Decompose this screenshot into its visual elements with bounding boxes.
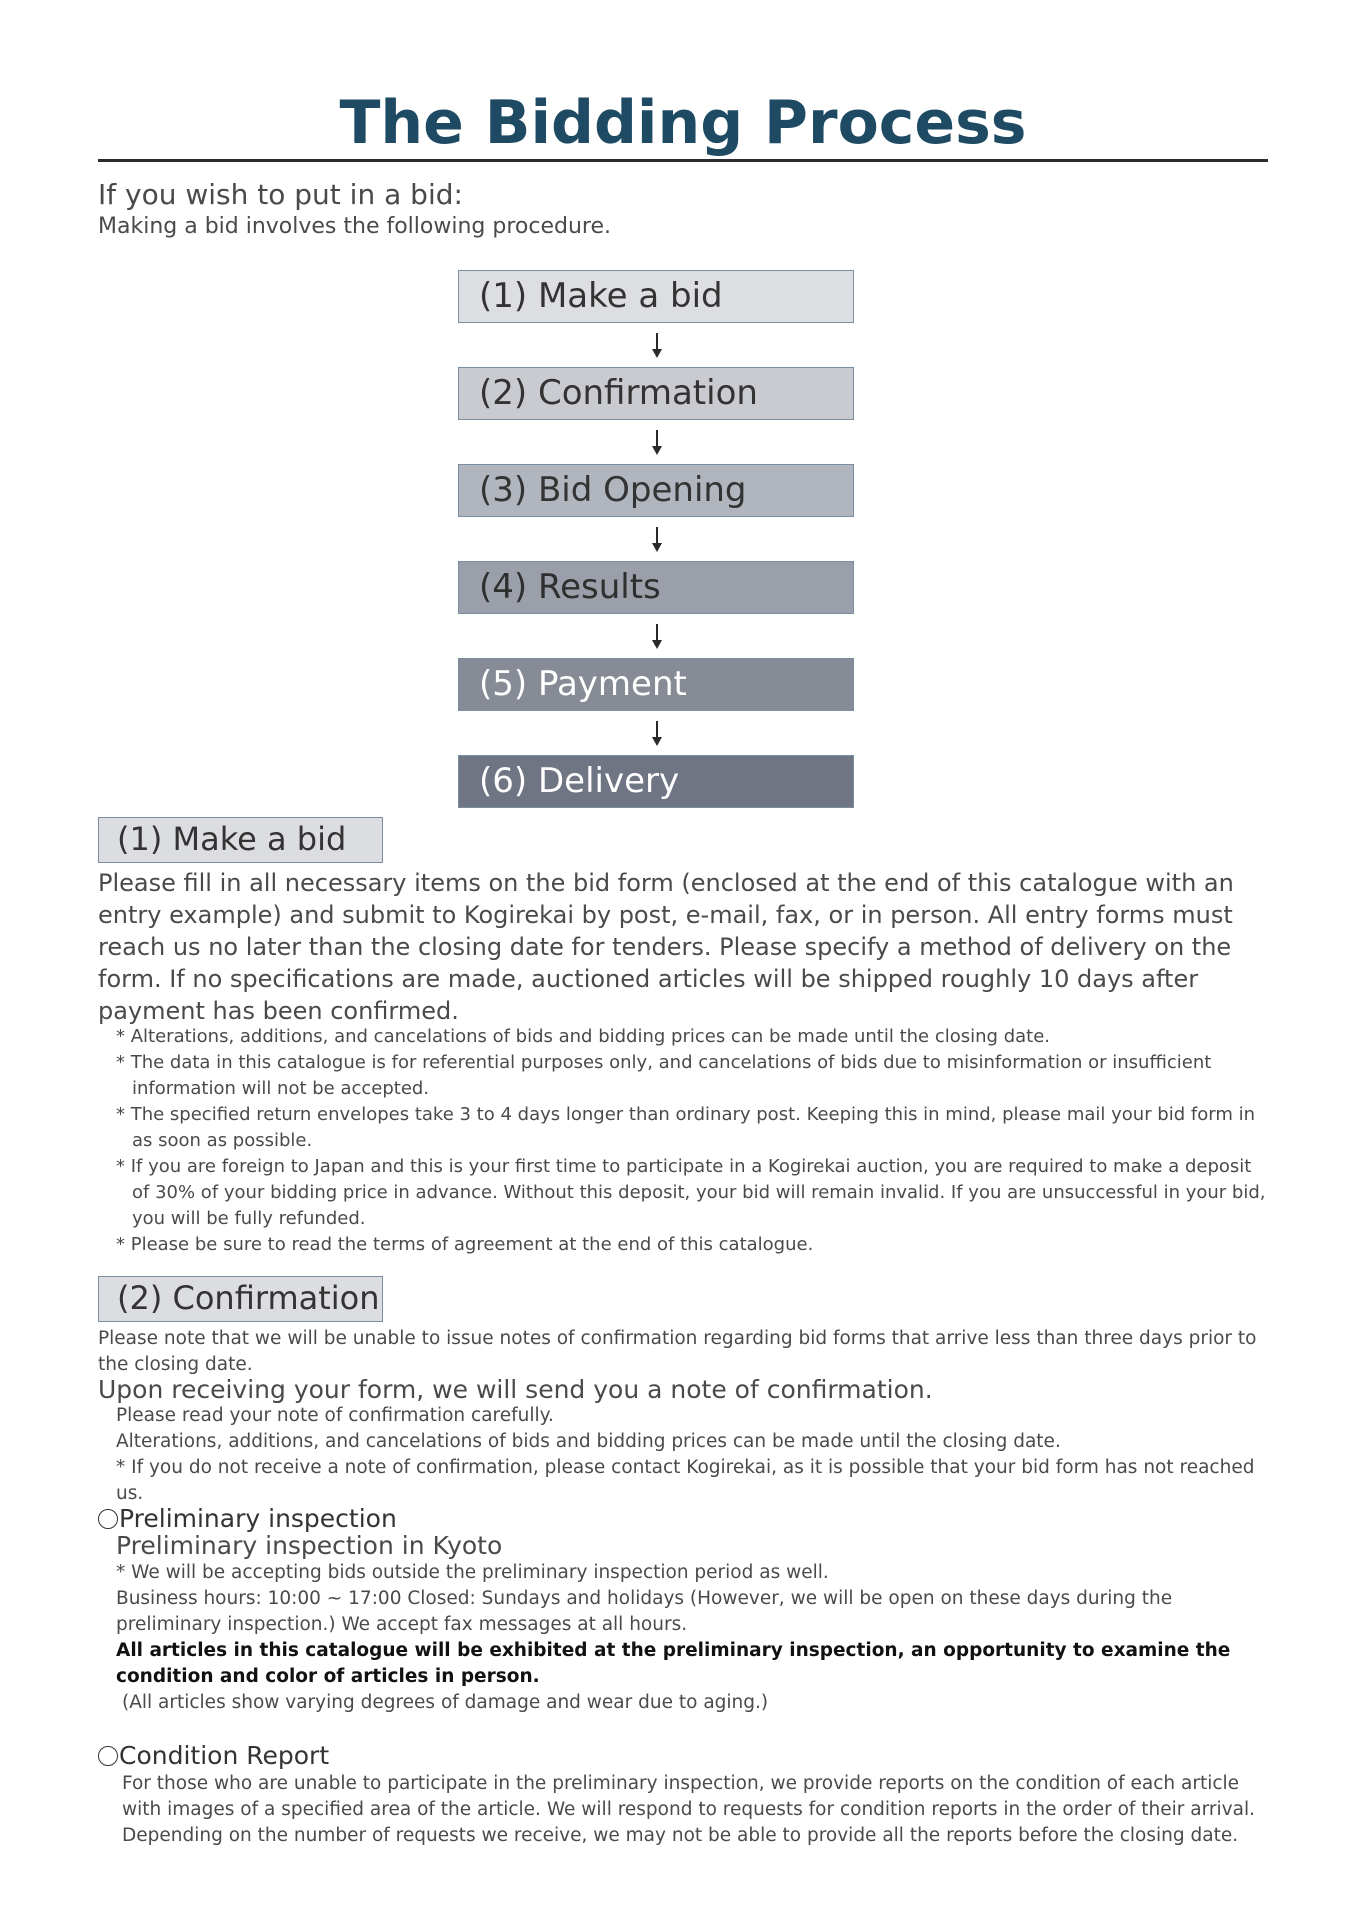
preliminary-line: * We will be accepting bids outside the preliminary inspection period as well. [116, 1562, 829, 1583]
business-hours: Business hours: 10:00 ~ 17:00 Closed: Sundays and holidays (However, we will be open on these days during the preliminary inspection.) We accept fax messages at all hours. [116, 1588, 1173, 1635]
preliminary-details [116, 1560, 1276, 1716]
down-arrow-icon [458, 711, 854, 755]
flow-step-payment: (5) Payment [458, 658, 854, 711]
page-title: The Bidding Process [339, 88, 1027, 158]
title-divider [98, 159, 1268, 162]
down-arrow-icon [458, 517, 854, 561]
circle-bullet-icon [98, 1509, 118, 1529]
confirmation-details [116, 1403, 1276, 1507]
process-flowchart [458, 270, 854, 808]
note-item: * If you are foreign to Japan and this is your first time to participate in a Kogirekai auction, you are required to make a deposit of 30% of your bidding price in advance. Without this deposit, your bid will remain invalid. If you are unsuccessful in your bid, you will be fully refunded. [116, 1156, 1266, 1229]
note-item: * The specified return envelopes take 3 to 4 days longer than ordinary post. Keeping this in mind, please mail your bid form in as soon as possible. [116, 1104, 1255, 1151]
intro-heading: If you wish to put in a bid: [98, 178, 463, 211]
intro-text: Making a bid involves the following procedure. [98, 214, 611, 239]
note-item: * Alterations, additions, and cancelations of bids and bidding prices can be made until the closing date. [116, 1026, 1051, 1047]
down-arrow-icon [458, 614, 854, 658]
aging-note: (All articles show varying degrees of damage and wear due to aging.) [122, 1692, 769, 1713]
confirmation-line: * If you do not receive a note of confirmation, please contact Kogirekai, as it is possible that your bid form has not reached us. [116, 1457, 1255, 1504]
down-arrow-icon [458, 323, 854, 367]
condition-text: For those who are unable to participate in the preliminary inspection, we provide reports on the condition of each article with images of a specified area of the article. We will respond to requests for condition reports in the order of their arrival. Depending on the number of requests we receive, we may not be able to provide all the reports before the closing date. [122, 1773, 1255, 1846]
confirmation-main-text: Upon receiving your form, we will send you a note of confirmation. [98, 1375, 933, 1404]
exhibition-note: All articles in this catalogue will be exhibited at the preliminary inspection, an opportunity to examine the condition and color of articles in person. [116, 1640, 1231, 1687]
note-item: * Please be sure to read the terms of agreement at the end of this catalogue. [116, 1234, 814, 1255]
flow-step-delivery: (6) Delivery [458, 755, 854, 808]
down-arrow-icon [458, 420, 854, 464]
section-label-make-bid: (1) Make a bid [98, 817, 383, 863]
section-label-confirmation: (2) Confirmation [98, 1276, 383, 1322]
preliminary-subheading: Preliminary inspection in Kyoto [116, 1531, 503, 1560]
condition-heading: Condition Report [98, 1742, 329, 1770]
confirmation-line: Please read your note of confirmation carefully. [116, 1405, 554, 1426]
preliminary-heading: Preliminary inspection [98, 1505, 397, 1533]
flow-step-confirmation: (2) Confirmation [458, 367, 854, 420]
note-item: * The data in this catalogue is for referential purposes only, and cancelations of bids due to misinformation or insufficient information will not be accepted. [116, 1052, 1212, 1099]
make-bid-notes [116, 1024, 1266, 1258]
confirmation-line: Alterations, additions, and cancelations of bids and bidding prices can be made until the closing date. [116, 1431, 1061, 1452]
make-bid-paragraph: Please fill in all necessary items on the bid form (enclosed at the end of this catalogue with an entry example) and submit to Kogirekai by post, e-mail, fax, or in person. All entry forms must reach us no later than the closing date for tenders. Please specify a method of delivery on the form. If no specifications are made, auctioned articles will be shipped roughly 10 days after payment has been confirmed. [98, 869, 1234, 1025]
circle-bullet-icon [98, 1746, 118, 1766]
confirmation-small-note: Please note that we will be unable to issue notes of confirmation regarding bid forms that arrive less than three days prior to the closing date. [98, 1328, 1257, 1375]
flow-step-make-bid: (1) Make a bid [458, 270, 854, 323]
flow-step-bid-opening: (3) Bid Opening [458, 464, 854, 517]
flow-step-results: (4) Results [458, 561, 854, 614]
